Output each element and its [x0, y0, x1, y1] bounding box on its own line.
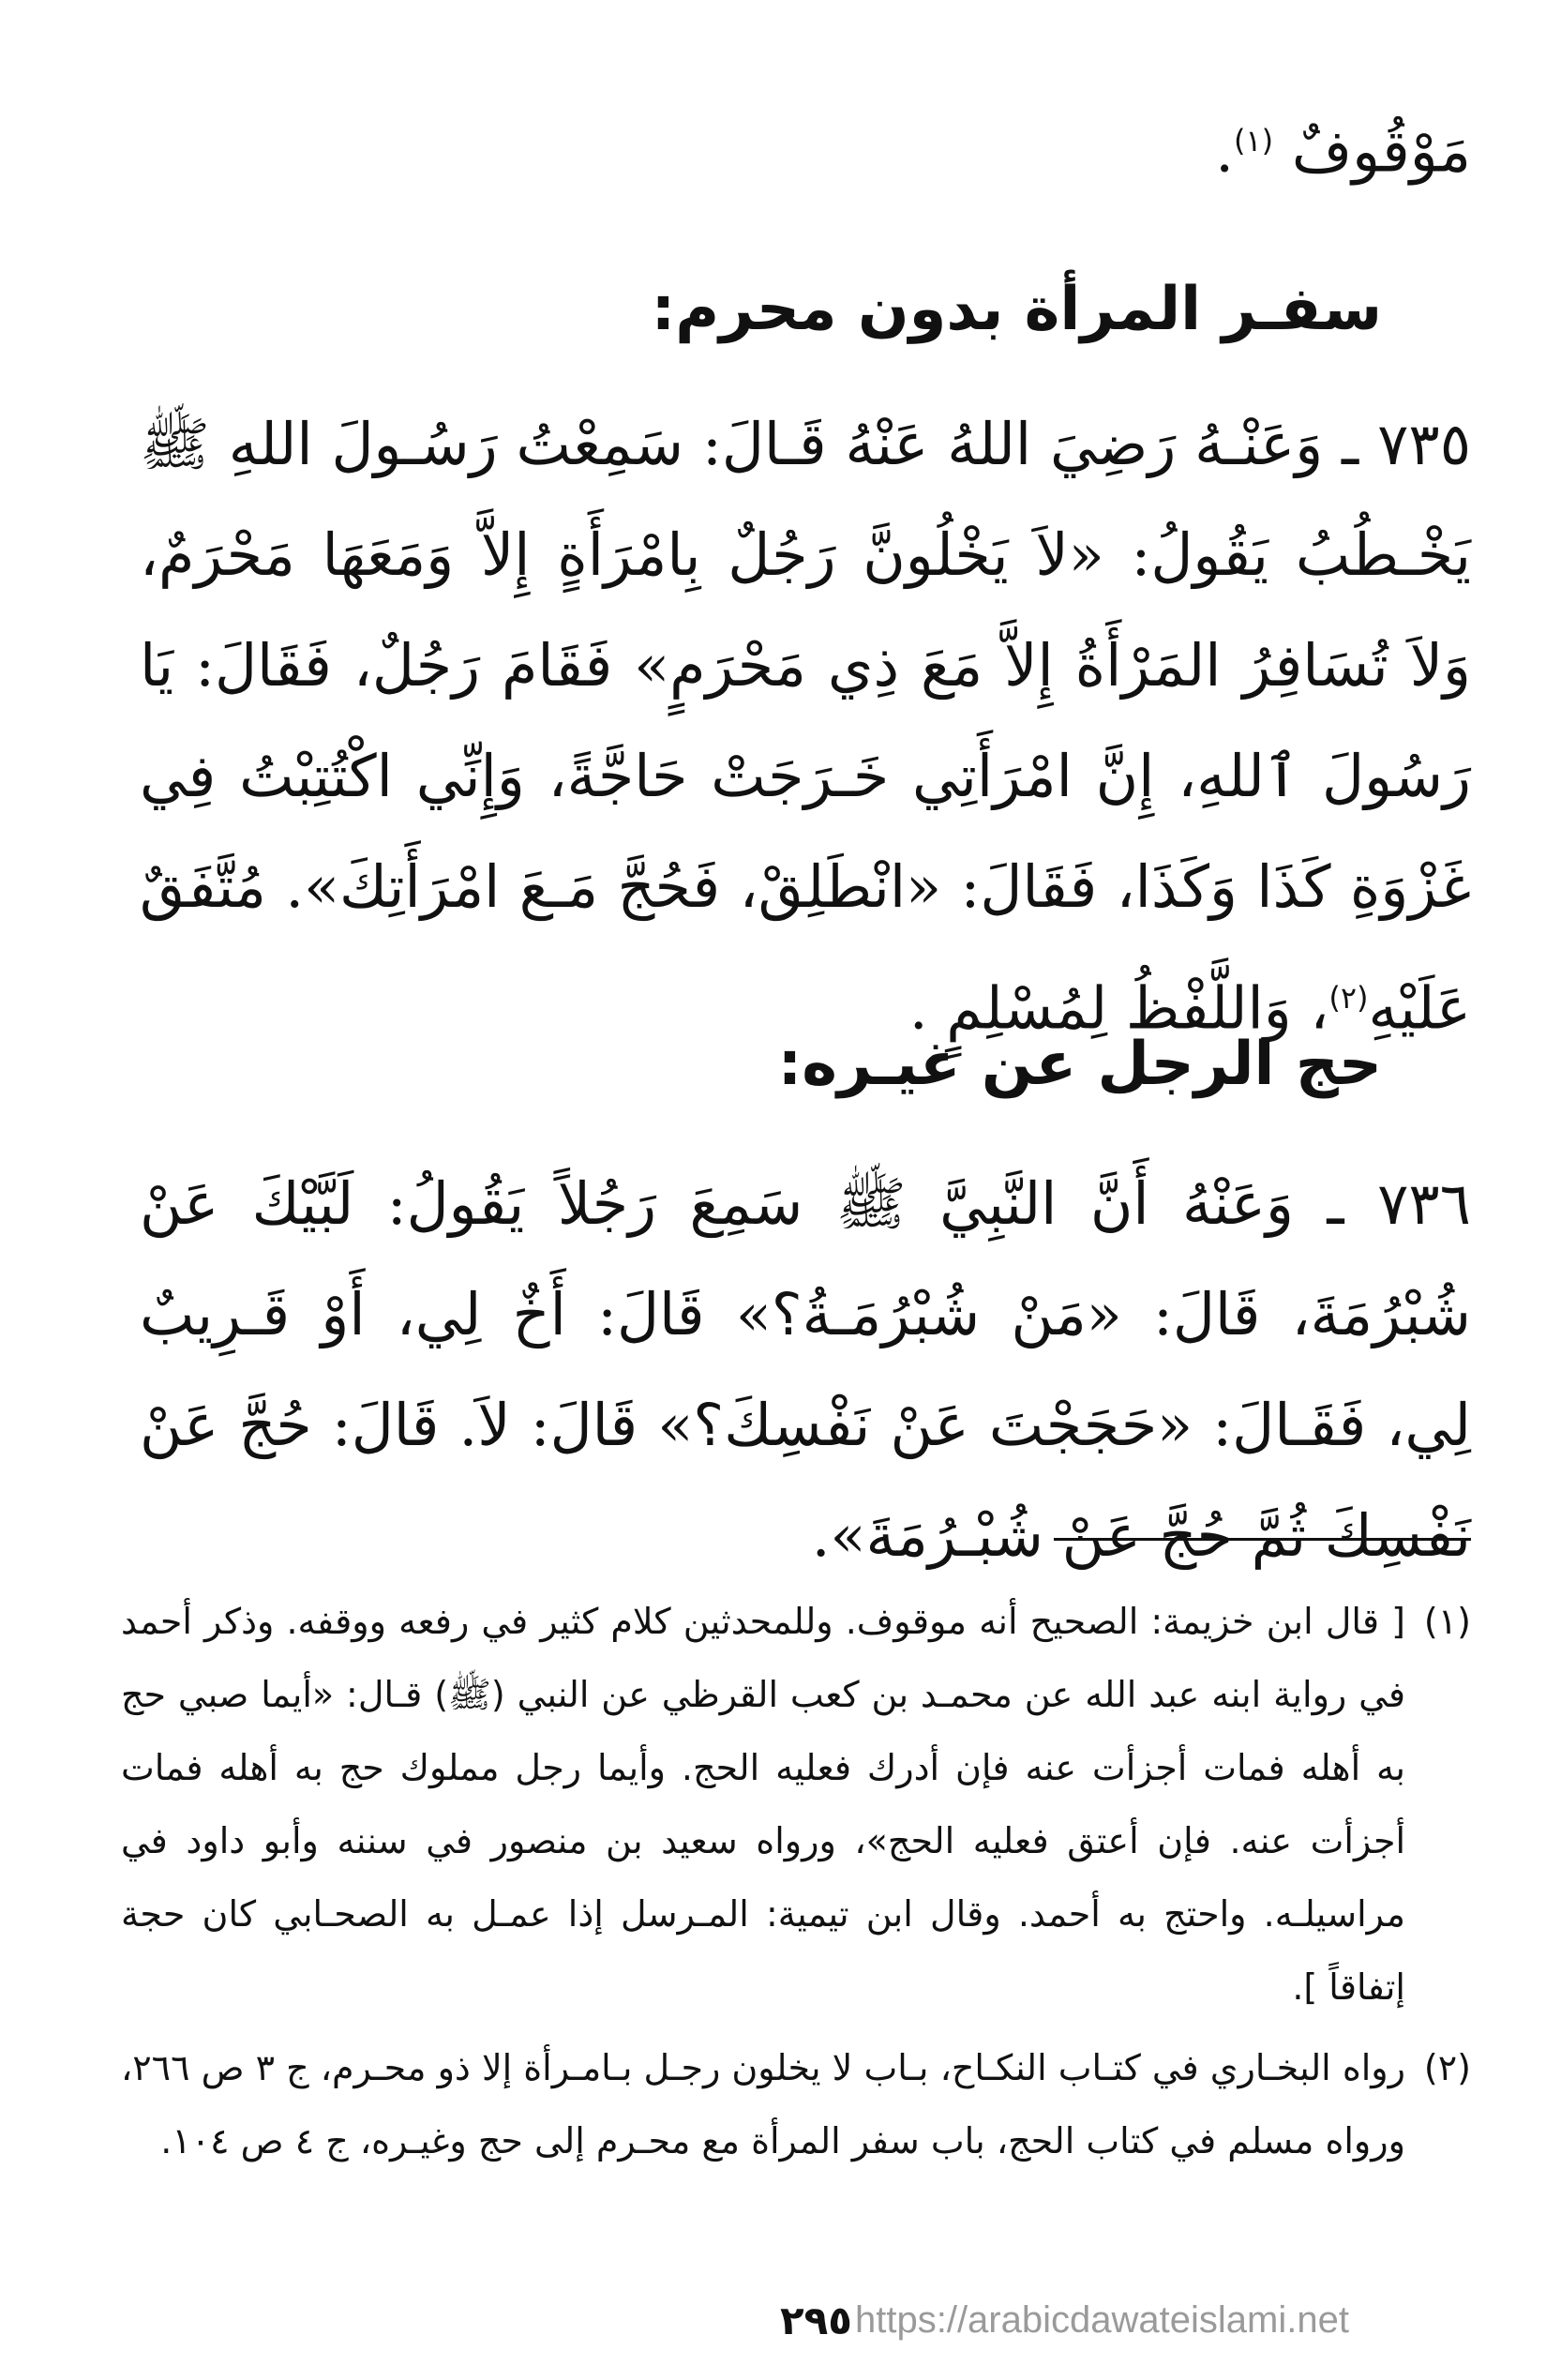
section-heading-travel: سفـر المرأة بدون محرم:	[651, 275, 1382, 344]
hadith-735	[140, 389, 1471, 1064]
hadith-number: ٧٣٦	[1377, 1169, 1471, 1238]
hadith-text-end: ، وَاللَّفْظُ لِمُسْلِمٍ .	[908, 973, 1329, 1043]
page-number: ٢٩٥	[780, 2297, 852, 2343]
hadith-number: ٧٣٥	[1377, 410, 1471, 478]
footnote-1	[121, 1585, 1471, 2024]
continuation-line	[140, 98, 1471, 194]
footnotes	[121, 1585, 1471, 2185]
footnote-ref-1[interactable]: (١)	[1233, 123, 1274, 158]
footnote-2	[121, 2031, 1471, 2177]
footnote-separator	[1054, 1538, 1471, 1541]
hadith-dash: ـ	[1327, 1169, 1344, 1238]
hadith-dash: ـ	[1342, 410, 1359, 478]
continuation-end: .	[1215, 116, 1234, 186]
hadith-736	[140, 1149, 1471, 1591]
page-footer	[0, 2288, 1546, 2354]
footnote-text: رواه البخـاري في كتـاب النكـاح، بـاب لا يخلون رجـل بـامـرأة إلا ذو محـرم، ج ٣ ص ٢٦٦، ورواه مسلم في كتاب الحج، باب سفر المرأة مع محـرم إلى حج وغيـره، ج ٤ ص ١٠٤.	[121, 2047, 1405, 2162]
watermark-url[interactable]: https://arabicdawateislami.net	[855, 2299, 1349, 2341]
footnote-marker: (٢)	[1423, 2047, 1471, 2088]
footnote-text: [ قال ابن خزيمة: الصحيح أنه موقوف. وللمحدثين كلام كثير في رفعه ووقفه. وذكر أحمد في رواية ابنه عبد الله عن محمـد بن كعب القرظي عن النبي (ﷺ) قـال: «أيما صبي حج به أهله فمات أجزأت عنه فإن أدرك فعليه الحج. وأيما رجل مملوك حج به أهله فمات أجزأت عنه. فإن أعتق فعليه الحج»، ورواه سعيد بن منصور في سننه وأبو داود في مراسيلـه. واحتج به أحمد. وقال ابن تيمية: المـرسل إذا عمـل به الصحـابي كان حجة إتفاقاً ].	[121, 1601, 1405, 2008]
section-heading-hajj-on-behalf: حج الرجل عن غيـره:	[777, 1030, 1382, 1099]
hadith-text: وَعَنْـهُ رَضِيَ اللهُ عَنْهُ قَـالَ: سَمِعْتُ رَسُـولَ اللهِ ﷺ يَخْـطُبُ يَقُولُ: «لاَ يَخْلُونَّ رَجُلٌ بِامْرَأَةٍ إِلاَّ وَمَعَهَا مَحْرَمٌ، وَلاَ تُسَافِرُ المَرْأَةُ إِلاَّ مَعَ ذِي مَحْرَمٍ» فَقَامَ رَجُلٌ، فَقَالَ: يَا رَسُولَ ٱللهِ، إِنَّ امْرَأَتِي خَـرَجَتْ حَاجَّةً، وَإِنِّي اكْتُتِبْتُ فِي غَزْوَةِ كَذَا وَكَذَا، فَقَالَ: «انْطَلِقْ، فَحُجَّ مَـعَ امْرَأَتِكَ». مُتَّفَقٌ عَلَيْهِ	[140, 410, 1471, 1043]
footnote-marker: (١)	[1423, 1601, 1471, 1642]
hadith-text: وَعَنْهُ أَنَّ النَّبِيَّ ﷺ سَمِعَ رَجُلاً يَقُولُ: لَبَّيْكَ عَنْ شُبْرُمَةَ، قَالَ: «مَنْ شُبْرُمَـةُ؟» قَالَ: أَخٌ لِي، أَوْ قَـرِيبٌ لِي، فَقَـالَ: «حَجَجْتَ عَنْ نَفْسِكَ؟» قَالَ: لاَ. قَالَ: حُجَّ عَنْ نَفْسِكَ ثُمَّ حُجَّ عَنْ شُبْـرُمَةَ».	[140, 1169, 1471, 1570]
footnote-ref-2[interactable]: (٢)	[1328, 980, 1369, 1016]
continuation-text: مَوْقُوفٌ	[1291, 116, 1471, 186]
